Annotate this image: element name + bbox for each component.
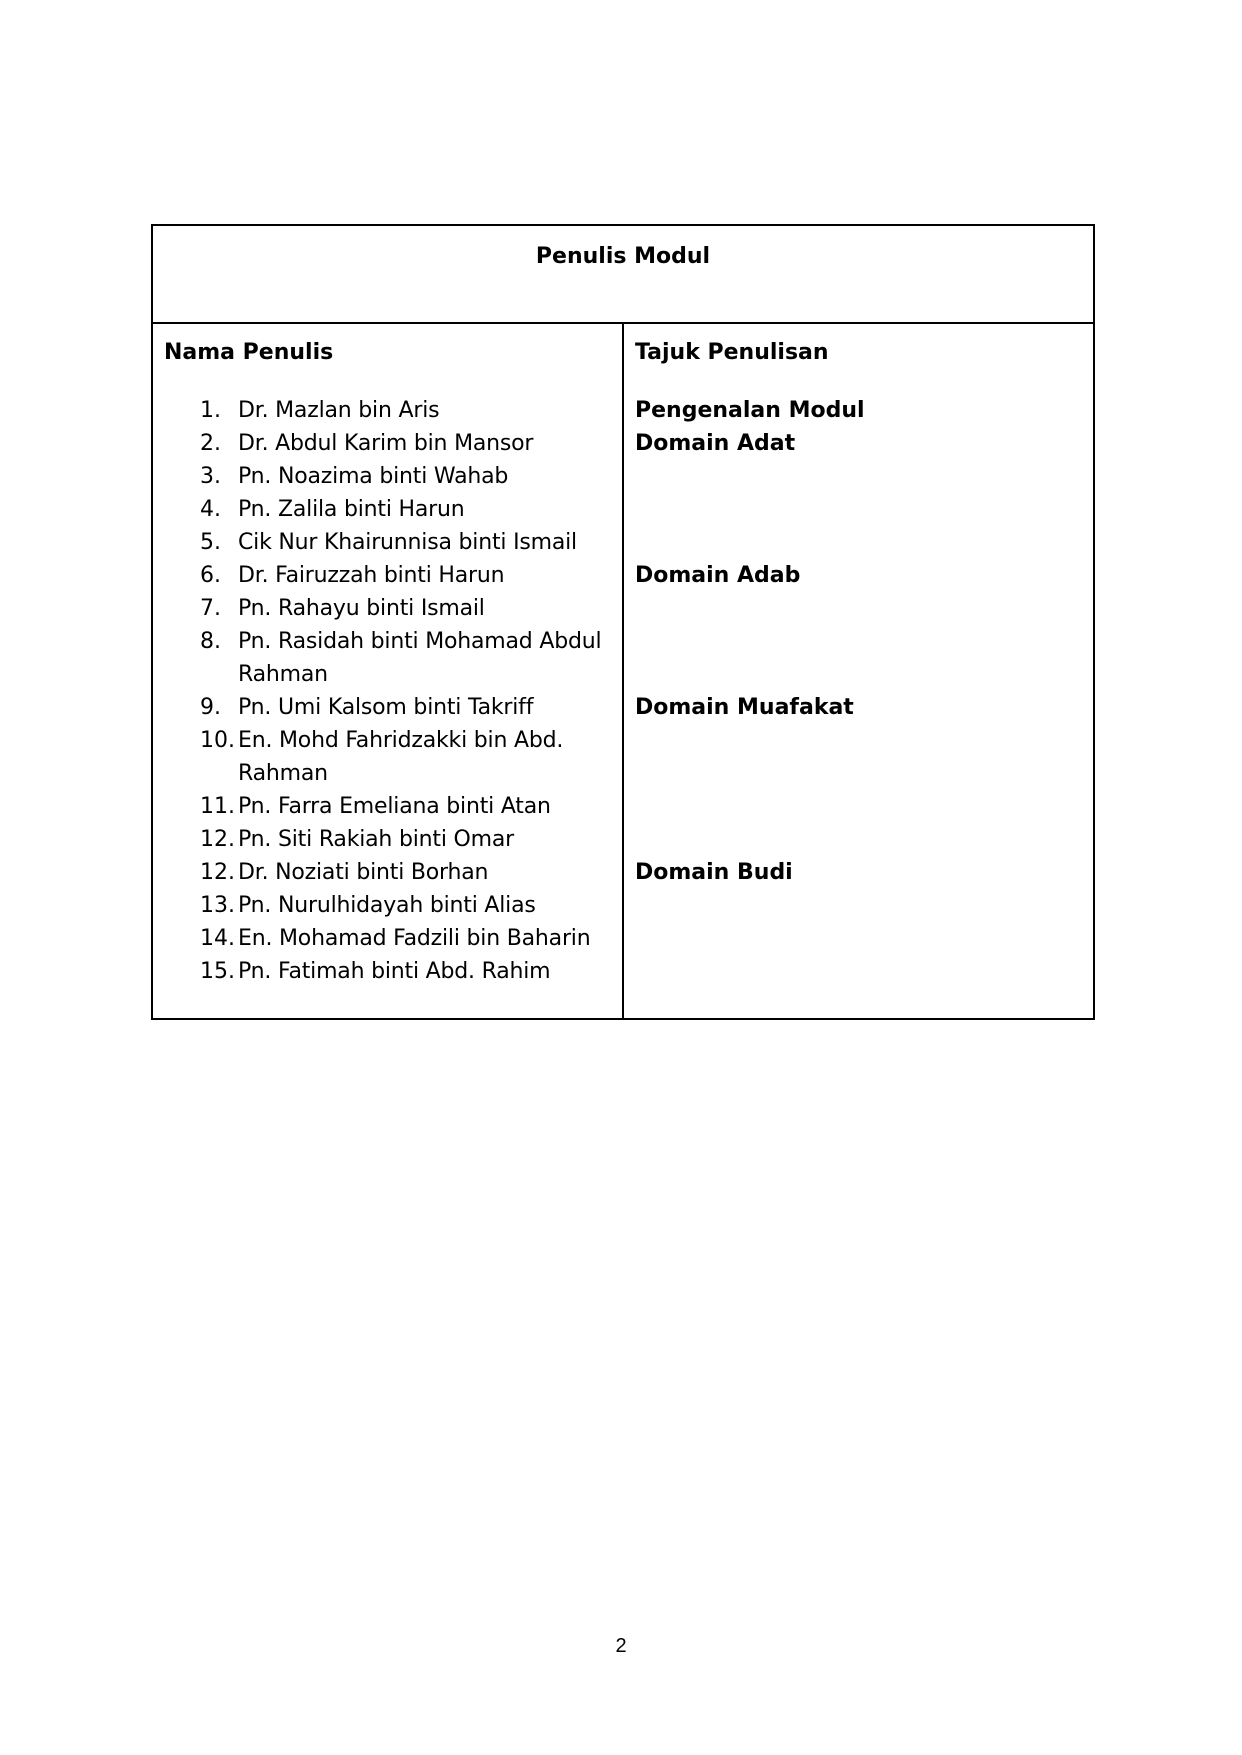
list-item: [153, 394, 622, 427]
author-list: [153, 394, 622, 988]
list-number: 6.: [200, 563, 221, 588]
topic-domain-adat: Domain Adat: [635, 431, 796, 456]
list-number: 12.: [200, 860, 235, 885]
topic-domain-muafakat: Domain Muafakat: [635, 695, 854, 720]
list-item: [153, 790, 622, 823]
author-name: Pn. Umi Kalsom binti Takriff: [238, 695, 534, 720]
author-name: Dr. Mazlan bin Aris: [238, 398, 440, 423]
author-name: En. Mohamad Fadzili bin Baharin: [238, 926, 591, 951]
list-item: [153, 724, 622, 790]
list-item: [153, 592, 622, 625]
author-name: Pn. Zalila binti Harun: [238, 497, 465, 522]
list-number: 8.: [200, 629, 221, 654]
list-item: [153, 955, 622, 988]
list-number: 7.: [200, 596, 221, 621]
list-item: [153, 427, 622, 460]
list-number: 11.: [200, 794, 235, 819]
topic-domain-adab: Domain Adab: [635, 563, 801, 588]
list-item: [153, 856, 622, 889]
list-item: [153, 493, 622, 526]
list-item: [153, 691, 622, 724]
author-name: Dr. Abdul Karim bin Mansor: [238, 431, 534, 456]
topic-introduction: Pengenalan Modul: [635, 398, 865, 423]
page-number: 2: [615, 1635, 627, 1657]
list-item: [153, 526, 622, 559]
topic-column: [624, 324, 1093, 1018]
list-number: 13.: [200, 893, 235, 918]
module-writers-table: [151, 224, 1095, 1020]
list-number: 10.: [200, 728, 235, 753]
list-number: 5.: [200, 530, 221, 555]
author-name: Pn. Noazima binti Wahab: [238, 464, 509, 489]
topic-domain-budi: Domain Budi: [635, 860, 793, 885]
author-name: Cik Nur Khairunnisa binti Ismail: [238, 530, 577, 555]
list-item: [153, 625, 622, 691]
author-name: Dr. Noziati binti Borhan: [238, 860, 489, 885]
list-number: 3.: [200, 464, 221, 489]
list-item: [153, 889, 622, 922]
table-title: Penulis Modul: [535, 244, 711, 269]
list-item: [153, 922, 622, 955]
list-item: [153, 823, 622, 856]
author-name: Pn. Siti Rakiah binti Omar: [238, 827, 514, 852]
list-number: 15.: [200, 959, 235, 984]
author-name: En. Mohd Fahridzakki bin Abd. Rahman: [238, 728, 564, 786]
author-name: Pn. Nurulhidayah binti Alias: [238, 893, 536, 918]
author-name: Pn. Rasidah binti Mohamad Abdul Rahman: [238, 629, 602, 687]
list-number: 2.: [200, 431, 221, 456]
author-name: Pn. Rahayu binti Ismail: [238, 596, 485, 621]
list-number: 14.: [200, 926, 235, 951]
list-number: 12.: [200, 827, 235, 852]
list-item: [153, 559, 622, 592]
list-item: [153, 460, 622, 493]
author-name-header: Nama Penulis: [164, 340, 334, 365]
table-title-row: [153, 226, 1093, 324]
list-number: 4.: [200, 497, 221, 522]
list-number: 1.: [200, 398, 221, 423]
author-name: Pn. Farra Emeliana binti Atan: [238, 794, 551, 819]
author-name: Dr. Fairuzzah binti Harun: [238, 563, 505, 588]
author-name: Pn. Fatimah binti Abd. Rahim: [238, 959, 551, 984]
topic-header: Tajuk Penulisan: [635, 340, 829, 365]
author-name-column: [153, 324, 622, 1018]
list-number: 9.: [200, 695, 221, 720]
